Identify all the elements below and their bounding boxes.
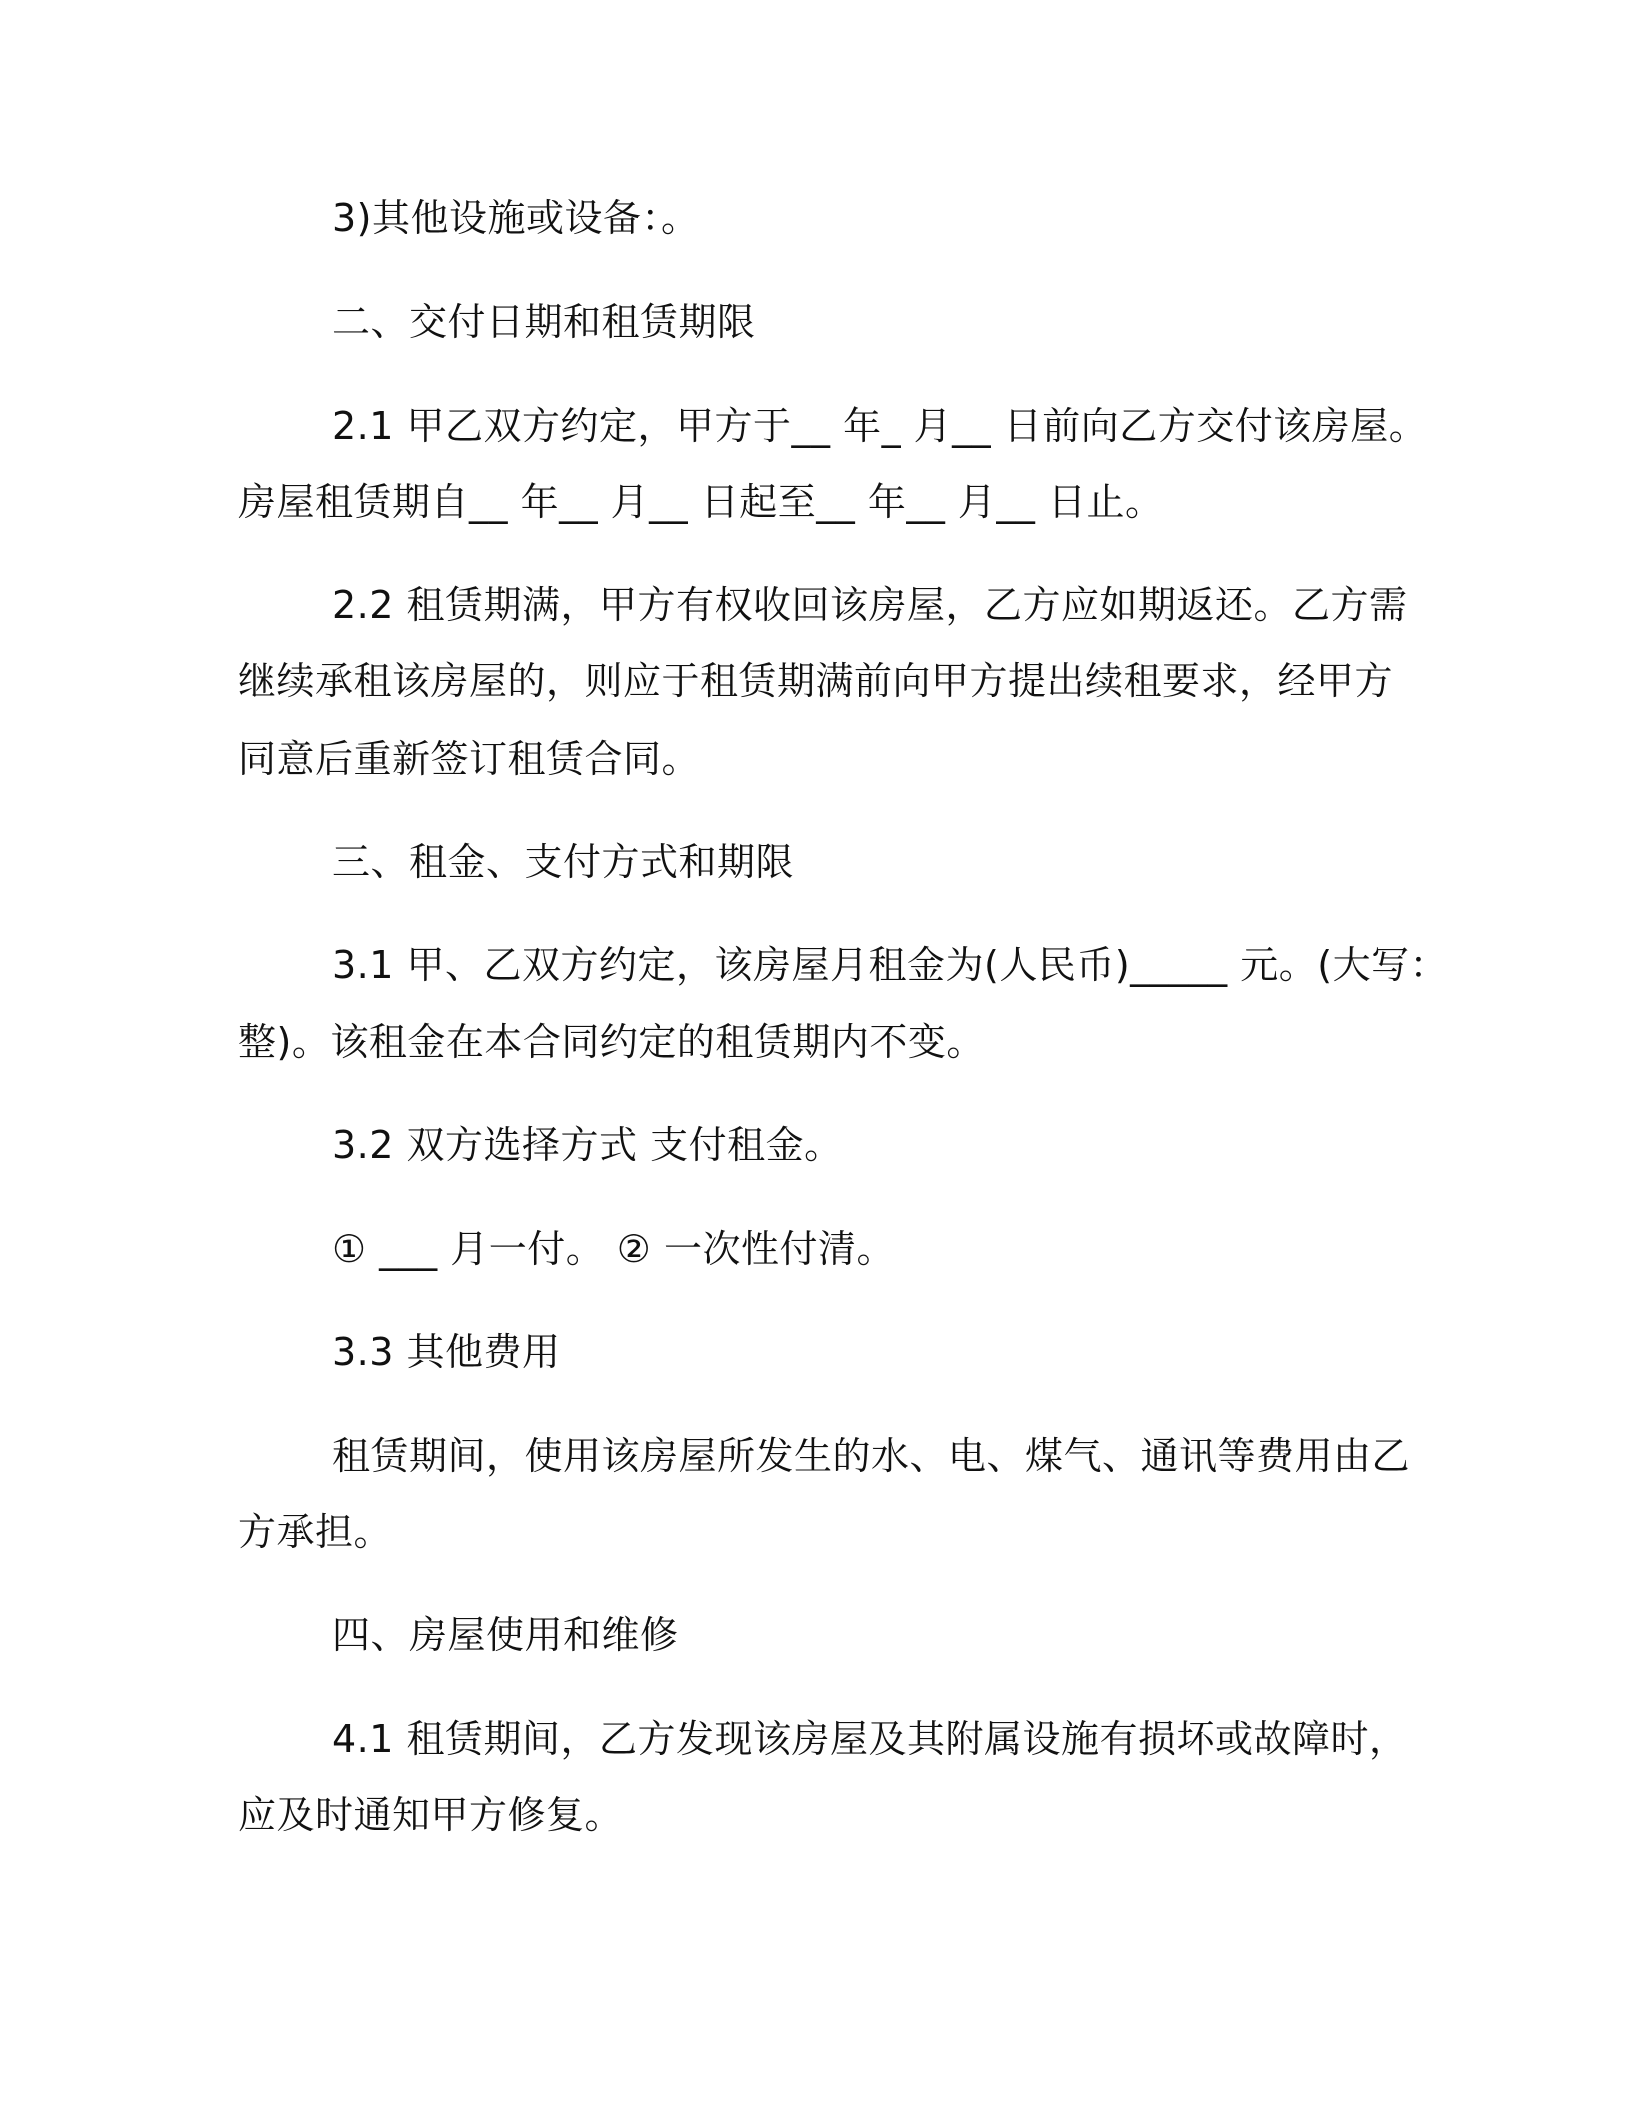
clause-3-3-line-2: 方承担。 <box>238 1510 393 1554</box>
clause-4-1-line-2: 应及时通知甲方修复。 <box>238 1793 624 1837</box>
clause-2-2-line-2: 继续承租该房屋的，则应于租赁期满前向甲方提出续租要求，经甲方 <box>238 659 1394 703</box>
payment-options: ① ___ 月一付。 ② 一次性付清。 <box>332 1227 895 1271</box>
clause-2-1-line-2: 房屋租赁期自__ 年__ 月__ 日起至__ 年__ 月__ 日止。 <box>238 480 1164 524</box>
clause-3-1-line-2: 整)。该租金在本合同约定的租赁期内不变。 <box>238 1020 985 1064</box>
section-heading-rent-and-payment: 三、租金、支付方式和期限 <box>332 840 795 884</box>
clause-3-2: 3.2 双方选择方式 支付租金。 <box>332 1123 843 1167</box>
section-heading-use-and-repair: 四、房屋使用和维修 <box>332 1613 679 1657</box>
clause-4-1-line-1: 4.1 租赁期间，乙方发现该房屋及其附属设施有损坏或故障时， <box>332 1717 1408 1761</box>
clause-2-2-line-1: 2.2 租赁期满，甲方有权收回该房屋，乙方应如期返还。乙方需 <box>332 583 1408 627</box>
clause-2-2-line-3: 同意后重新签订租赁合同。 <box>238 737 701 781</box>
section-heading-delivery-and-term: 二、交付日期和租赁期限 <box>332 300 756 344</box>
clause-3-1-line-1: 3.1 甲、乙双方约定，该房屋月租金为(人民币)_____ 元。(大写： <box>332 943 1449 987</box>
clause-3-3-heading: 3.3 其他费用 <box>332 1330 561 1374</box>
item-other-facilities: 3)其他设施或设备：。 <box>332 196 700 240</box>
clause-2-1-line-1: 2.1 甲乙双方约定，甲方于__ 年_ 月__ 日前向乙方交付该房屋。 <box>332 404 1428 448</box>
clause-3-3-line-1: 租赁期间，使用该房屋所发生的水、电、煤气、通讯等费用由乙 <box>332 1434 1411 1478</box>
